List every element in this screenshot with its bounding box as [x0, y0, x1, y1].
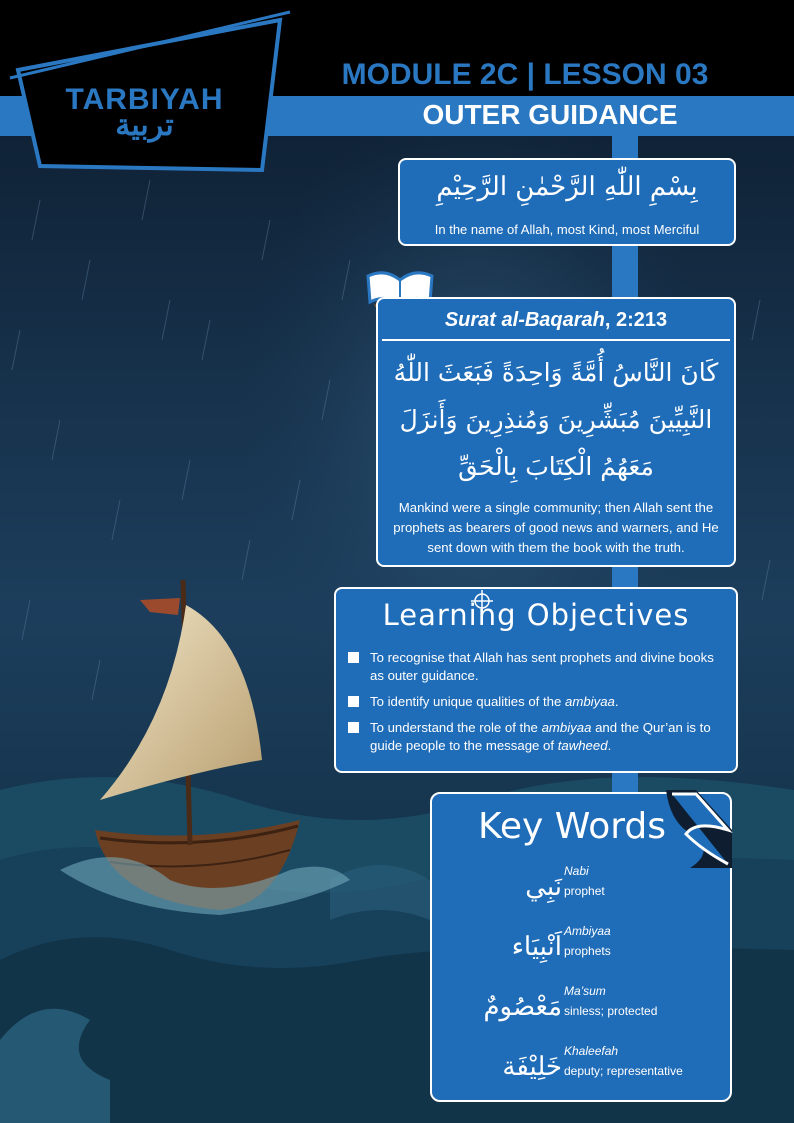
logo-text-arabic: تربية [115, 109, 174, 142]
checkbox-icon [348, 696, 359, 707]
ayah-translation: Mankind were a single community; then Allah sent the prophets as bearers of good news and warners, and He sent down with them the book with the truth. [393, 500, 719, 555]
key-word-item [442, 984, 722, 1044]
key-word-item [442, 1044, 722, 1104]
module-lesson-heading: MODULE 2C | LESSON 03 [341, 58, 709, 91]
logo-text-english: TARBIYAH [65, 83, 224, 116]
surah-content [382, 339, 730, 561]
bismillah-translation: In the name of Allah, most Kind, most Merciful [434, 222, 700, 237]
key-word-arabic: اَنْبِيَاء [511, 932, 562, 962]
checkbox-icon [348, 722, 359, 733]
key-word-arabic: خَلِيْفَة [502, 1052, 562, 1082]
key-word-meaning: deputy; representative [564, 1064, 683, 1078]
page-fold-icon [666, 790, 734, 870]
surah-verse-number: , 2:213 [604, 309, 668, 331]
surah-name: Surat al-Baqarah [444, 309, 605, 331]
surah-reference [378, 309, 734, 332]
objective-item [346, 649, 730, 685]
key-word-transliteration: Nabi [564, 864, 589, 878]
objective-emphasis: ambiyaa [541, 720, 592, 735]
learning-objectives-box [334, 587, 738, 773]
objectives-list [346, 649, 730, 763]
objective-text: To identify unique qualities of the [370, 694, 566, 709]
key-word-item [442, 924, 722, 984]
key-word-transliteration: Khaleefah [564, 1044, 619, 1058]
surah-box [376, 297, 736, 567]
objective-emphasis: tawheed [557, 738, 608, 753]
objective-text: . [614, 694, 619, 709]
key-word-transliteration: Ambiyaa [564, 924, 611, 938]
ayah-arabic: كَانَ النَّاسُ أُمَّةً وَاحِدَةً فَبَعَثَ اللّٰهُ النَّبِيِّينَ مُبَشِّرِينَ وَمُنذِرِينَ وَأَنزَلَ مَعَهُمُ الْكِتَابَ بِالْحَقِّ [393, 358, 719, 481]
key-word-meaning: sinless; protected [564, 1004, 658, 1018]
key-word-meaning: prophets [564, 944, 611, 958]
objective-item [346, 693, 730, 711]
checkbox-icon [348, 652, 359, 663]
key-words-list [442, 864, 722, 1104]
key-word-transliteration: Ma’sum [564, 984, 606, 998]
key-words-title: Key Words [478, 806, 666, 847]
key-word-meaning: prophet [564, 884, 605, 898]
key-word-arabic: مَعْصُومٌ [483, 992, 562, 1022]
objectives-title: Learning Objectives [382, 598, 690, 632]
objective-emphasis: ambiyaa [565, 694, 615, 709]
key-word-item [442, 864, 722, 924]
key-words-box [430, 792, 732, 1102]
objective-text: To recognise that Allah has sent prophets and divine books as outer guidance. [370, 650, 714, 683]
key-word-arabic: نَبِي [525, 872, 562, 902]
bismillah-box [398, 158, 736, 246]
objective-text: . [607, 738, 612, 753]
objective-text: and the Qur’an is to guide people to the message of [370, 720, 711, 753]
objective-item [346, 719, 730, 755]
objective-text: To understand the role of the [370, 720, 542, 735]
lesson-title: OUTER GUIDANCE [422, 99, 678, 130]
bismillah-arabic: بِسْمِ اللّٰهِ الرَّحْمٰنِ الرَّحِيْمِ [436, 172, 698, 202]
